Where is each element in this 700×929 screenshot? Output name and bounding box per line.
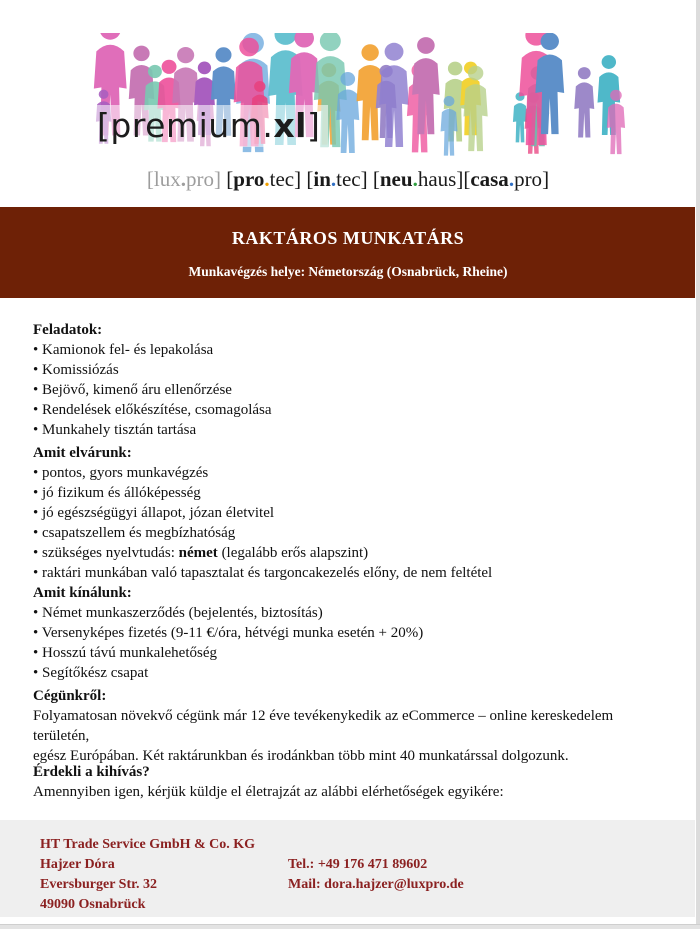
logo-bold: xl (273, 106, 307, 145)
premium-xl-logo (89, 105, 328, 147)
street-address: Eversburger Str. 32 (40, 877, 158, 892)
contact-address (40, 835, 255, 915)
page-right-edge (695, 0, 700, 929)
person-silhouette-icon (513, 92, 527, 142)
bullet-item: • Versenyképes fizetés (9-11 €/óra, hétvégi munka esetén + 20%) (33, 625, 424, 641)
brand-pro-tec: [pro.tec] (226, 167, 302, 191)
section-paragraph: Folyamatosan növekvő cégünk már 12 éve tevékenykedik az eCommerce – online kereskedelem területén, egész Európában. Két raktárunkban és irodánkban több mint 40 munkatárssal dolgozunk. (33, 708, 614, 764)
section-title: Cégünkről: (33, 688, 107, 704)
bullet-list (33, 340, 658, 440)
section-title: Amit elvárunk: (33, 445, 132, 461)
section-paragraph: Amennyiben igen, kérjük küldje el életrajzát az alábbi elérhetőségek egyikére: (33, 784, 504, 800)
section-title: Amit kínálunk: (33, 585, 132, 601)
section-title: Érdekli a kihívás? (33, 764, 150, 780)
brand-lux-pro: [lux.pro] (146, 167, 222, 191)
section-4 (33, 686, 658, 766)
bullet-item: • Munkahely tisztán tartása (33, 422, 197, 438)
job-location: Munkavégzés helye: Németország (Osnabrück, Rheine) (188, 264, 508, 279)
bullet-item: • jó fizikum és állóképesség (33, 485, 201, 501)
bullet-list (33, 603, 658, 683)
email-text: Mail: dora.hajzer@luxpro.de (288, 877, 464, 892)
section-5 (33, 762, 658, 802)
contact-footer (0, 820, 696, 917)
bullet-item: • jó egészségügyi állapot, józan életvitel (33, 505, 275, 521)
bullet-item: • csapatszellem és megbízhatóság (33, 525, 236, 541)
city-address: 49090 Osnabrück (40, 897, 146, 912)
logo-prefix: [premium. (97, 106, 274, 145)
bullet-item: • Komissiózás (33, 362, 119, 378)
contact-channels (288, 855, 464, 895)
bullet-item: • Bejövő, kimenő áru ellenőrzése (33, 382, 232, 398)
bullet-item: • Német munkaszerződés (bejelentés, biztosítás) (33, 605, 323, 621)
brand-casa-pro: [casa.pro] (463, 167, 550, 191)
header-image (85, 33, 630, 161)
brand-list (0, 164, 696, 194)
section-title: Feladatok: (33, 322, 103, 338)
bullet-item: • Rendelések előkészítése, csomagolása (33, 402, 272, 418)
section-2 (33, 443, 658, 583)
bullet-item: • raktári munkában való tapasztalat és targoncakezelés előny, de nem feltétel (33, 565, 493, 581)
bullet-item: • Hosszú távú munkalehetőség (33, 645, 217, 661)
bullet-item: • pontos, gyors munkavégzés (33, 465, 209, 481)
bullet-item: • Segítőkész csapat (33, 665, 149, 681)
bullet-list (33, 463, 658, 583)
job-banner (0, 207, 696, 298)
brand-in-tec: [in.tec] (306, 167, 368, 191)
brand-neu-haus: [neu.haus] (372, 167, 464, 191)
job-title: RAKTÁROS MUNKATÁRS (231, 228, 465, 248)
bullet-item: • szükséges nyelvtudás: német (legalább erős alapszint) (33, 545, 369, 561)
phone-text: Tel.: +49 176 471 89602 (288, 857, 428, 872)
logo-suffix: ] (306, 106, 321, 145)
section-1 (33, 320, 658, 440)
bullet-item: • Kamionok fel- és lepakolása (33, 342, 214, 358)
section-3 (33, 583, 658, 683)
contact-person: Hajzer Dóra (40, 857, 115, 872)
person-silhouette-icon (574, 67, 594, 137)
company-name: HT Trade Service GmbH & Co. KG (40, 837, 256, 852)
page-bottom-edge (0, 924, 700, 929)
